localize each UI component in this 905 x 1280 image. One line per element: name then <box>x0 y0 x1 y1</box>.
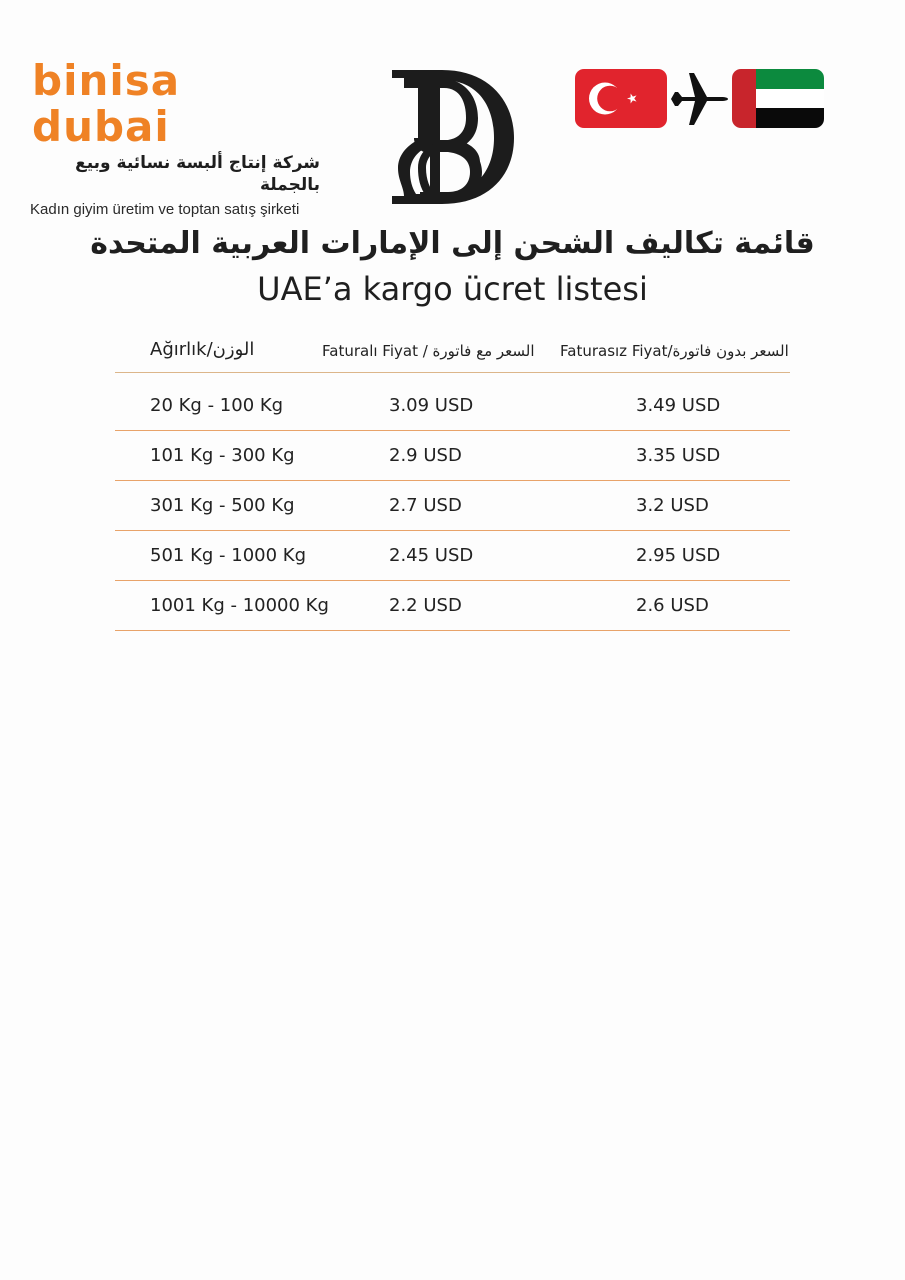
invoiced-price: 2.7 USD <box>389 495 462 516</box>
uninvoiced-price: 3.2 USD <box>636 495 709 516</box>
weight-range: 501 Kg - 1000 Kg <box>150 545 307 566</box>
brand-logo <box>30 58 330 218</box>
table-row <box>115 531 790 581</box>
route-flags <box>575 69 825 129</box>
brand-name: binisa dubai <box>32 56 181 151</box>
invoiced-price: 2.9 USD <box>389 445 462 466</box>
table-row <box>115 381 790 431</box>
invoiced-price: 2.45 USD <box>389 545 474 566</box>
weight-range: 301 Kg - 500 Kg <box>150 495 295 516</box>
page-title-arabic: قائمة تكاليف الشحن إلى الإمارات العربية المتحدة <box>90 226 815 261</box>
uae-flag-icon <box>732 69 824 128</box>
header-invoiced-price <box>322 342 535 360</box>
uninvoiced-price: 3.49 USD <box>636 395 721 416</box>
header-invoiced-tr: Faturalı Fiyat <box>322 342 418 360</box>
uninvoiced-price: 2.95 USD <box>636 545 721 566</box>
header-separator: / <box>667 342 673 360</box>
page-title-turkish: UAE’a kargo ücret listesi <box>257 270 648 308</box>
table-row <box>115 481 790 531</box>
header-weight-tr: Ağırlık <box>150 339 207 360</box>
header-weight-ar: الوزن <box>212 339 255 360</box>
header-separator: / <box>206 339 213 360</box>
invoiced-price: 3.09 USD <box>389 395 474 416</box>
table-row <box>115 581 790 631</box>
shipping-price-table <box>115 330 790 631</box>
header-uninvoiced-ar: السعر بدون فاتورة <box>672 342 789 360</box>
table-header <box>115 330 790 373</box>
invoiced-price: 2.2 USD <box>389 595 462 616</box>
table-row <box>115 431 790 481</box>
turkey-flag-icon <box>575 69 667 128</box>
brand-tagline: Kadın giyim üretim ve toptan satış şirketi <box>30 201 300 218</box>
weight-range: 1001 Kg - 10000 Kg <box>150 595 329 616</box>
header-separator: / <box>417 342 433 360</box>
header-weight <box>150 339 254 360</box>
brand-arabic-tagline: شركة إنتاج ألبسة نسائية وبيع بالجملة <box>75 153 320 195</box>
weight-range: 101 Kg - 300 Kg <box>150 445 295 466</box>
airplane-icon <box>669 71 729 127</box>
uninvoiced-price: 2.6 USD <box>636 595 709 616</box>
header-uninvoiced-tr: Faturasız Fiyat <box>560 342 668 360</box>
header-invoiced-ar: السعر مع فاتورة <box>432 342 535 360</box>
header-uninvoiced-price <box>560 342 789 360</box>
uninvoiced-price: 3.35 USD <box>636 445 721 466</box>
dd-monogram-logo-icon <box>390 68 516 206</box>
weight-range: 20 Kg - 100 Kg <box>150 395 284 416</box>
